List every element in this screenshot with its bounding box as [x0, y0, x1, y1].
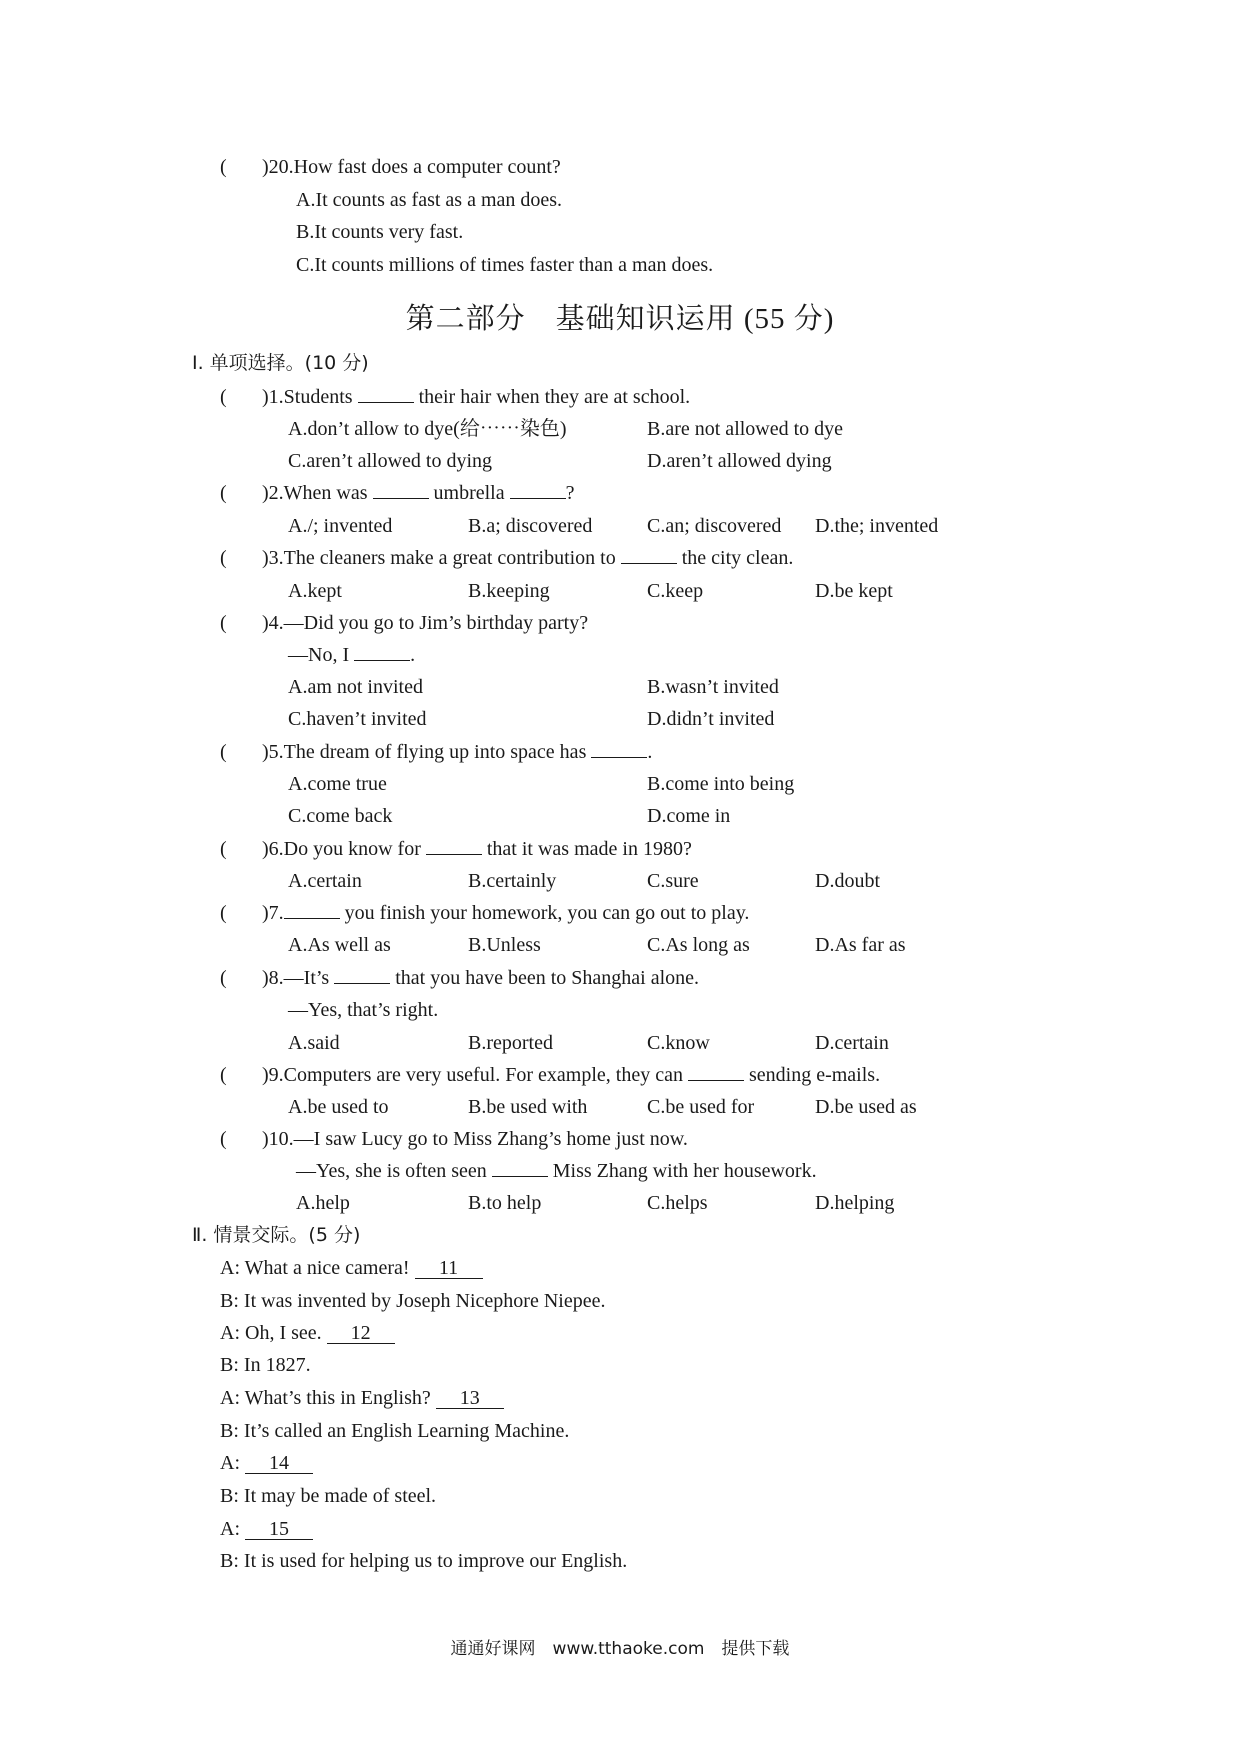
- dialogue-line: A: 15: [220, 1516, 313, 1542]
- answer-blank[interactable]: [688, 1062, 744, 1081]
- q10-option-d: D.helping: [815, 1192, 895, 1214]
- q3-option-c: C.keep: [647, 580, 704, 602]
- q2-option-b: B.a; discovered: [468, 515, 593, 537]
- answer-paren: (: [220, 838, 227, 860]
- answer-blank[interactable]: 11: [415, 1258, 483, 1279]
- answer-paren: (: [220, 612, 227, 634]
- dialogue-line: A: 14: [220, 1450, 313, 1476]
- answer-blank[interactable]: [334, 965, 390, 984]
- q1-stem: )1.Students their hair when they are at school.: [262, 386, 691, 408]
- q3-option-a: A.kept: [288, 580, 342, 602]
- section2-title: Ⅱ. 情景交际。(5 分): [192, 1224, 361, 1246]
- q1-option-a: A.don’t allow to dye(给⋯⋯染色): [288, 418, 567, 440]
- q4-option-b: B.wasn’t invited: [647, 676, 779, 698]
- q7-option-c: C.As long as: [647, 934, 750, 956]
- q8-stem: )8.—It’s that you have been to Shanghai alone.: [262, 967, 700, 989]
- q6-option-a: A.certain: [288, 870, 362, 892]
- dialogue-line: B: It was invented by Joseph Nicephore Niepee.: [220, 1290, 606, 1312]
- answer-blank[interactable]: 13: [436, 1388, 504, 1409]
- answer-blank[interactable]: [426, 836, 482, 855]
- q4-option-a: A.am not invited: [288, 676, 423, 698]
- q4-option-d: D.didn’t invited: [647, 708, 775, 730]
- q7-option-a: A.As well as: [288, 934, 391, 956]
- answer-paren: (: [220, 741, 227, 763]
- answer-blank[interactable]: [284, 900, 340, 919]
- answer-blank[interactable]: [358, 384, 414, 403]
- q4-option-c: C.haven’t invited: [288, 708, 427, 730]
- q6-option-d: D.doubt: [815, 870, 880, 892]
- q2-stem: )2.When was umbrella ?: [262, 482, 575, 504]
- answer-paren: (: [220, 902, 227, 924]
- q2-option-d: D.the; invented: [815, 515, 939, 537]
- q9-option-a: A.be used to: [288, 1096, 389, 1118]
- q5-option-c: C.come back: [288, 805, 393, 827]
- q7-option-b: B.Unless: [468, 934, 541, 956]
- q6-option-b: B.certainly: [468, 870, 557, 892]
- q3-option-d: D.be kept: [815, 580, 893, 602]
- dialogue-line: A: What a nice camera! 11: [220, 1255, 483, 1281]
- q8-reply: —Yes, that’s right.: [288, 999, 439, 1021]
- q8-option-a: A.said: [288, 1032, 340, 1054]
- q2-option-a: A./; invented: [288, 515, 393, 537]
- part2-title: 第二部分 基础知识运用 (55 分): [405, 303, 835, 335]
- q7-stem: )7. you finish your homework, you can go out to play.: [262, 902, 750, 924]
- q20-option-b: B.It counts very fast.: [296, 221, 464, 243]
- dialogue-line: A: What’s this in English? 13: [220, 1385, 504, 1411]
- answer-paren: (: [220, 156, 227, 178]
- q20-option-a: A.It counts as fast as a man does.: [296, 189, 563, 211]
- answer-blank[interactable]: [354, 642, 410, 661]
- answer-paren: (: [220, 386, 227, 408]
- q2-option-c: C.an; discovered: [647, 515, 782, 537]
- dialogue-line: B: It is used for helping us to improve our English.: [220, 1550, 628, 1572]
- answer-paren: (: [220, 482, 227, 504]
- q10-reply: —Yes, she is often seen Miss Zhang with her housework.: [296, 1160, 817, 1182]
- answer-paren: (: [220, 967, 227, 989]
- q7-option-d: D.As far as: [815, 934, 906, 956]
- answer-paren: (: [220, 547, 227, 569]
- q1-option-d: D.aren’t allowed dying: [647, 450, 832, 472]
- answer-paren: (: [220, 1128, 227, 1150]
- q4-reply: —No, I .: [288, 644, 416, 666]
- answer-paren: (: [220, 1064, 227, 1086]
- q20-stem: )20.How fast does a computer count?: [262, 156, 561, 178]
- q9-option-d: D.be used as: [815, 1096, 917, 1118]
- q8-option-c: C.know: [647, 1032, 710, 1054]
- q10-option-c: C.helps: [647, 1192, 708, 1214]
- q1-option-c: C.aren’t allowed to dying: [288, 450, 493, 472]
- answer-blank[interactable]: 15: [245, 1519, 313, 1540]
- q9-option-c: C.be used for: [647, 1096, 755, 1118]
- q9-option-b: B.be used with: [468, 1096, 588, 1118]
- q10-option-a: A.help: [296, 1192, 350, 1214]
- q10-stem: )10.—I saw Lucy go to Miss Zhang’s home just now.: [262, 1128, 688, 1150]
- q6-stem: )6.Do you know for that it was made in 1980?: [262, 838, 692, 860]
- answer-blank[interactable]: 12: [327, 1323, 395, 1344]
- answer-blank[interactable]: [492, 1158, 548, 1177]
- answer-blank[interactable]: [510, 480, 566, 499]
- dialogue-line: B: In 1827.: [220, 1354, 311, 1376]
- q1-option-b: B.are not allowed to dye: [647, 418, 844, 440]
- q6-option-c: C.sure: [647, 870, 699, 892]
- dialogue-line: B: It may be made of steel.: [220, 1485, 437, 1507]
- answer-blank[interactable]: [373, 480, 429, 499]
- section1-title: Ⅰ. 单项选择。(10 分): [192, 352, 369, 374]
- q9-stem: )9.Computers are very useful. For example, they can sending e-mails.: [262, 1064, 881, 1086]
- q5-option-a: A.come true: [288, 773, 387, 795]
- q3-option-b: B.keeping: [468, 580, 550, 602]
- q3-stem: )3.The cleaners make a great contribution to the city clean.: [262, 547, 794, 569]
- q5-option-b: B.come into being: [647, 773, 795, 795]
- q4-stem: )4.—Did you go to Jim’s birthday party?: [262, 612, 589, 634]
- q20-option-c: C.It counts millions of times faster than a man does.: [296, 254, 714, 276]
- q5-option-d: D.come in: [647, 805, 731, 827]
- q8-option-b: B.reported: [468, 1032, 553, 1054]
- dialogue-line: B: It’s called an English Learning Machine.: [220, 1420, 570, 1442]
- q5-stem: )5.The dream of flying up into space has .: [262, 741, 653, 763]
- answer-blank[interactable]: [621, 545, 677, 564]
- q10-option-b: B.to help: [468, 1192, 542, 1214]
- answer-blank[interactable]: [591, 739, 647, 758]
- dialogue-line: A: Oh, I see. 12: [220, 1320, 395, 1346]
- answer-blank[interactable]: 14: [245, 1453, 313, 1474]
- q8-option-d: D.certain: [815, 1032, 889, 1054]
- footer-source: 通通好课网 www.tthaoke.com 提供下载: [450, 1639, 790, 1659]
